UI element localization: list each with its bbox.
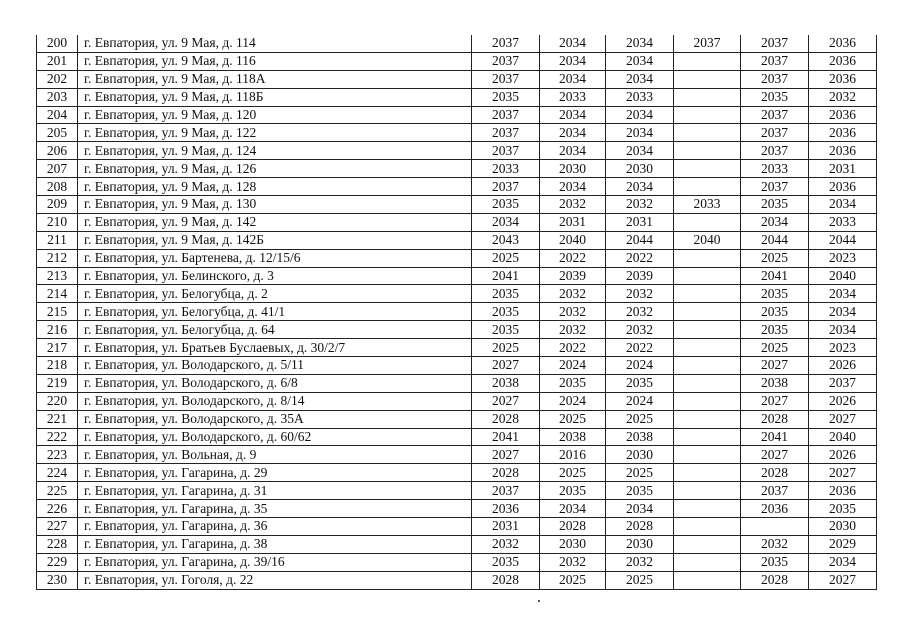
address-cell: г. Евпатория, ул. Володарского, д. 6/8 bbox=[78, 374, 472, 392]
year-col-1: 2041 bbox=[472, 428, 540, 446]
year-col-4 bbox=[674, 178, 741, 196]
year-col-5: 2027 bbox=[741, 446, 809, 464]
scan-speck bbox=[538, 600, 540, 602]
year-col-4 bbox=[674, 482, 741, 500]
year-col-1: 2035 bbox=[472, 88, 540, 106]
year-col-5: 2035 bbox=[741, 553, 809, 571]
year-col-6: 2034 bbox=[809, 321, 877, 339]
year-col-4 bbox=[674, 249, 741, 267]
row-number: 214 bbox=[37, 285, 78, 303]
address-cell: г. Евпатория, ул. Володарского, д. 60/62 bbox=[78, 428, 472, 446]
year-col-6: 2034 bbox=[809, 303, 877, 321]
year-col-5: 2027 bbox=[741, 357, 809, 375]
housing-repair-table bbox=[36, 35, 877, 590]
year-col-3: 2035 bbox=[606, 482, 674, 500]
year-col-3: 2028 bbox=[606, 518, 674, 536]
year-col-3: 2034 bbox=[606, 35, 674, 52]
year-col-1: 2037 bbox=[472, 52, 540, 70]
year-col-1: 2035 bbox=[472, 285, 540, 303]
table-row bbox=[37, 446, 877, 464]
table-row bbox=[37, 500, 877, 518]
year-col-2: 2032 bbox=[540, 553, 606, 571]
year-col-1: 2032 bbox=[472, 535, 540, 553]
address-cell: г. Евпатория, ул. 9 Мая, д. 120 bbox=[78, 106, 472, 124]
year-col-1: 2028 bbox=[472, 571, 540, 589]
year-col-3: 2034 bbox=[606, 106, 674, 124]
row-number: 213 bbox=[37, 267, 78, 285]
address-cell: г. Евпатория, ул. Гагарина, д. 29 bbox=[78, 464, 472, 482]
year-col-2: 2033 bbox=[540, 88, 606, 106]
row-number: 201 bbox=[37, 52, 78, 70]
year-col-1: 2036 bbox=[472, 500, 540, 518]
year-col-5: 2025 bbox=[741, 249, 809, 267]
year-col-5: 2037 bbox=[741, 178, 809, 196]
year-col-2: 2034 bbox=[540, 35, 606, 52]
year-col-3: 2022 bbox=[606, 249, 674, 267]
year-col-2: 2032 bbox=[540, 196, 606, 214]
year-col-6: 2036 bbox=[809, 35, 877, 52]
year-col-4: 2033 bbox=[674, 196, 741, 214]
year-col-3: 2044 bbox=[606, 231, 674, 249]
row-number: 229 bbox=[37, 553, 78, 571]
year-col-4 bbox=[674, 357, 741, 375]
year-col-3: 2032 bbox=[606, 303, 674, 321]
table-body bbox=[37, 35, 877, 589]
year-col-6: 2036 bbox=[809, 142, 877, 160]
year-col-5: 2028 bbox=[741, 464, 809, 482]
row-number: 219 bbox=[37, 374, 78, 392]
year-col-4 bbox=[674, 428, 741, 446]
year-col-3: 2032 bbox=[606, 553, 674, 571]
year-col-1: 2037 bbox=[472, 70, 540, 88]
year-col-3: 2025 bbox=[606, 571, 674, 589]
table-row bbox=[37, 231, 877, 249]
table-row bbox=[37, 88, 877, 106]
year-col-5: 2035 bbox=[741, 88, 809, 106]
row-number: 230 bbox=[37, 571, 78, 589]
year-col-6: 2036 bbox=[809, 178, 877, 196]
year-col-6: 2032 bbox=[809, 88, 877, 106]
table-row bbox=[37, 357, 877, 375]
row-number: 205 bbox=[37, 124, 78, 142]
row-number: 209 bbox=[37, 196, 78, 214]
year-col-4 bbox=[674, 213, 741, 231]
table-row bbox=[37, 178, 877, 196]
year-col-4 bbox=[674, 446, 741, 464]
address-cell: г. Евпатория, ул. 9 Мая, д. 118А bbox=[78, 70, 472, 88]
year-col-5: 2032 bbox=[741, 535, 809, 553]
year-col-6: 2034 bbox=[809, 196, 877, 214]
year-col-2: 2030 bbox=[540, 160, 606, 178]
year-col-1: 2043 bbox=[472, 231, 540, 249]
year-col-3: 2039 bbox=[606, 267, 674, 285]
year-col-1: 2037 bbox=[472, 124, 540, 142]
year-col-3: 2025 bbox=[606, 464, 674, 482]
address-cell: г. Евпатория, ул. Гагарина, д. 31 bbox=[78, 482, 472, 500]
year-col-2: 2030 bbox=[540, 535, 606, 553]
address-cell: г. Евпатория, ул. 9 Мая, д. 142 bbox=[78, 213, 472, 231]
year-col-6: 2023 bbox=[809, 249, 877, 267]
row-number: 211 bbox=[37, 231, 78, 249]
address-cell: г. Евпатория, ул. Братьев Буслаевых, д. 30/2/7 bbox=[78, 339, 472, 357]
year-col-6: 2034 bbox=[809, 285, 877, 303]
year-col-5: 2037 bbox=[741, 35, 809, 52]
year-col-3: 2025 bbox=[606, 410, 674, 428]
year-col-3: 2034 bbox=[606, 52, 674, 70]
year-col-2: 2034 bbox=[540, 124, 606, 142]
row-number: 212 bbox=[37, 249, 78, 267]
year-col-3: 2034 bbox=[606, 142, 674, 160]
year-col-5: 2037 bbox=[741, 70, 809, 88]
address-cell: г. Евпатория, ул. Володарского, д. 5/11 bbox=[78, 357, 472, 375]
year-col-2: 2034 bbox=[540, 106, 606, 124]
row-number: 210 bbox=[37, 213, 78, 231]
year-col-5: 2035 bbox=[741, 321, 809, 339]
year-col-6: 2037 bbox=[809, 374, 877, 392]
year-col-3: 2033 bbox=[606, 88, 674, 106]
year-col-5 bbox=[741, 518, 809, 536]
year-col-1: 2035 bbox=[472, 321, 540, 339]
year-col-4 bbox=[674, 267, 741, 285]
year-col-4 bbox=[674, 500, 741, 518]
row-number: 215 bbox=[37, 303, 78, 321]
year-col-4 bbox=[674, 410, 741, 428]
table-row bbox=[37, 518, 877, 536]
year-col-5: 2037 bbox=[741, 142, 809, 160]
table-row bbox=[37, 70, 877, 88]
year-col-2: 2016 bbox=[540, 446, 606, 464]
table-row bbox=[37, 213, 877, 231]
table-row bbox=[37, 285, 877, 303]
table-row bbox=[37, 571, 877, 589]
year-col-2: 2038 bbox=[540, 428, 606, 446]
year-col-4 bbox=[674, 553, 741, 571]
year-col-5: 2034 bbox=[741, 213, 809, 231]
year-col-5: 2035 bbox=[741, 285, 809, 303]
year-col-6: 2040 bbox=[809, 428, 877, 446]
address-cell: г. Евпатория, ул. 9 Мая, д. 126 bbox=[78, 160, 472, 178]
address-cell: г. Евпатория, ул. Вольная, д. 9 bbox=[78, 446, 472, 464]
year-col-5: 2025 bbox=[741, 339, 809, 357]
table-row bbox=[37, 35, 877, 52]
year-col-5: 2035 bbox=[741, 303, 809, 321]
year-col-6: 2029 bbox=[809, 535, 877, 553]
row-number: 222 bbox=[37, 428, 78, 446]
address-cell: г. Евпатория, ул. Гагарина, д. 36 bbox=[78, 518, 472, 536]
year-col-3: 2034 bbox=[606, 124, 674, 142]
year-col-3: 2035 bbox=[606, 374, 674, 392]
row-number: 227 bbox=[37, 518, 78, 536]
address-cell: г. Евпатория, ул. Белогубца, д. 2 bbox=[78, 285, 472, 303]
year-col-1: 2027 bbox=[472, 392, 540, 410]
year-col-3: 2032 bbox=[606, 196, 674, 214]
year-col-4 bbox=[674, 124, 741, 142]
table-row bbox=[37, 249, 877, 267]
year-col-2: 2022 bbox=[540, 249, 606, 267]
year-col-6: 2036 bbox=[809, 106, 877, 124]
row-number: 220 bbox=[37, 392, 78, 410]
year-col-2: 2024 bbox=[540, 392, 606, 410]
year-col-3: 2031 bbox=[606, 213, 674, 231]
row-number: 225 bbox=[37, 482, 78, 500]
table-row bbox=[37, 142, 877, 160]
year-col-6: 2027 bbox=[809, 410, 877, 428]
year-col-1: 2037 bbox=[472, 106, 540, 124]
address-cell: г. Евпатория, ул. 9 Мая, д. 114 bbox=[78, 35, 472, 52]
year-col-1: 2038 bbox=[472, 374, 540, 392]
year-col-4 bbox=[674, 571, 741, 589]
year-col-6: 2023 bbox=[809, 339, 877, 357]
year-col-1: 2028 bbox=[472, 410, 540, 428]
row-number: 208 bbox=[37, 178, 78, 196]
table-row bbox=[37, 553, 877, 571]
year-col-4 bbox=[674, 160, 741, 178]
year-col-2: 2025 bbox=[540, 571, 606, 589]
row-number: 223 bbox=[37, 446, 78, 464]
year-col-4 bbox=[674, 88, 741, 106]
address-cell: г. Евпатория, ул. 9 Мая, д. 122 bbox=[78, 124, 472, 142]
year-col-1: 2025 bbox=[472, 339, 540, 357]
year-col-2: 2022 bbox=[540, 339, 606, 357]
year-col-6: 2027 bbox=[809, 571, 877, 589]
year-col-6: 2033 bbox=[809, 213, 877, 231]
address-cell: г. Евпатория, ул. Белогубца, д. 41/1 bbox=[78, 303, 472, 321]
year-col-1: 2035 bbox=[472, 196, 540, 214]
address-cell: г. Евпатория, ул. Гагарина, д. 39/16 bbox=[78, 553, 472, 571]
year-col-5: 2037 bbox=[741, 52, 809, 70]
year-col-1: 2037 bbox=[472, 142, 540, 160]
row-number: 221 bbox=[37, 410, 78, 428]
year-col-5: 2038 bbox=[741, 374, 809, 392]
year-col-1: 2025 bbox=[472, 249, 540, 267]
year-col-4 bbox=[674, 70, 741, 88]
year-col-1: 2028 bbox=[472, 464, 540, 482]
table-row bbox=[37, 124, 877, 142]
year-col-6: 2036 bbox=[809, 482, 877, 500]
year-col-4 bbox=[674, 321, 741, 339]
year-col-4 bbox=[674, 142, 741, 160]
table-row bbox=[37, 267, 877, 285]
year-col-4 bbox=[674, 106, 741, 124]
year-col-6: 2026 bbox=[809, 357, 877, 375]
year-col-5: 2041 bbox=[741, 428, 809, 446]
year-col-4 bbox=[674, 392, 741, 410]
year-col-2: 2039 bbox=[540, 267, 606, 285]
year-col-4 bbox=[674, 52, 741, 70]
table-row bbox=[37, 303, 877, 321]
year-col-2: 2032 bbox=[540, 303, 606, 321]
table-row bbox=[37, 428, 877, 446]
year-col-4 bbox=[674, 535, 741, 553]
year-col-6: 2027 bbox=[809, 464, 877, 482]
year-col-1: 2037 bbox=[472, 178, 540, 196]
year-col-3: 2030 bbox=[606, 446, 674, 464]
row-number: 200 bbox=[37, 35, 78, 52]
year-col-5: 2028 bbox=[741, 410, 809, 428]
address-cell: г. Евпатория, ул. Володарского, д. 35А bbox=[78, 410, 472, 428]
year-col-3: 2030 bbox=[606, 160, 674, 178]
address-cell: г. Евпатория, ул. 9 Мая, д. 128 bbox=[78, 178, 472, 196]
year-col-3: 2032 bbox=[606, 285, 674, 303]
year-col-3: 2034 bbox=[606, 500, 674, 518]
table-row bbox=[37, 52, 877, 70]
year-col-3: 2034 bbox=[606, 70, 674, 88]
row-number: 216 bbox=[37, 321, 78, 339]
year-col-1: 2034 bbox=[472, 213, 540, 231]
year-col-4: 2037 bbox=[674, 35, 741, 52]
year-col-1: 2035 bbox=[472, 553, 540, 571]
table-row bbox=[37, 160, 877, 178]
year-col-2: 2035 bbox=[540, 374, 606, 392]
address-cell: г. Евпатория, ул. Гагарина, д. 38 bbox=[78, 535, 472, 553]
year-col-5: 2036 bbox=[741, 500, 809, 518]
year-col-3: 2022 bbox=[606, 339, 674, 357]
year-col-5: 2035 bbox=[741, 196, 809, 214]
year-col-2: 2031 bbox=[540, 213, 606, 231]
year-col-4: 2040 bbox=[674, 231, 741, 249]
table-row bbox=[37, 374, 877, 392]
year-col-1: 2037 bbox=[472, 35, 540, 52]
year-col-2: 2028 bbox=[540, 518, 606, 536]
year-col-2: 2034 bbox=[540, 500, 606, 518]
year-col-3: 2024 bbox=[606, 392, 674, 410]
address-cell: г. Евпатория, ул. Бартенева, д. 12/15/6 bbox=[78, 249, 472, 267]
address-cell: г. Евпатория, ул. Володарского, д. 8/14 bbox=[78, 392, 472, 410]
year-col-6: 2034 bbox=[809, 553, 877, 571]
year-col-2: 2040 bbox=[540, 231, 606, 249]
year-col-5: 2037 bbox=[741, 482, 809, 500]
year-col-3: 2030 bbox=[606, 535, 674, 553]
year-col-2: 2034 bbox=[540, 70, 606, 88]
table-row bbox=[37, 410, 877, 428]
row-number: 207 bbox=[37, 160, 78, 178]
year-col-1: 2027 bbox=[472, 357, 540, 375]
address-cell: г. Евпатория, ул. Белогубца, д. 64 bbox=[78, 321, 472, 339]
year-col-6: 2036 bbox=[809, 70, 877, 88]
year-col-4 bbox=[674, 374, 741, 392]
year-col-4 bbox=[674, 303, 741, 321]
address-cell: г. Евпатория, ул. 9 Мая, д. 142Б bbox=[78, 231, 472, 249]
year-col-6: 2030 bbox=[809, 518, 877, 536]
year-col-1: 2027 bbox=[472, 446, 540, 464]
table-row bbox=[37, 392, 877, 410]
address-cell: г. Евпатория, ул. 9 Мая, д. 116 bbox=[78, 52, 472, 70]
year-col-2: 2025 bbox=[540, 410, 606, 428]
year-col-6: 2036 bbox=[809, 52, 877, 70]
address-cell: г. Евпатория, ул. 9 Мая, д. 124 bbox=[78, 142, 472, 160]
year-col-5: 2027 bbox=[741, 392, 809, 410]
table-row bbox=[37, 339, 877, 357]
year-col-3: 2034 bbox=[606, 178, 674, 196]
year-col-6: 2026 bbox=[809, 392, 877, 410]
year-col-2: 2024 bbox=[540, 357, 606, 375]
year-col-4 bbox=[674, 464, 741, 482]
year-col-2: 2035 bbox=[540, 482, 606, 500]
year-col-2: 2034 bbox=[540, 178, 606, 196]
year-col-1: 2033 bbox=[472, 160, 540, 178]
year-col-6: 2026 bbox=[809, 446, 877, 464]
table-row bbox=[37, 106, 877, 124]
row-number: 204 bbox=[37, 106, 78, 124]
year-col-3: 2024 bbox=[606, 357, 674, 375]
year-col-2: 2034 bbox=[540, 142, 606, 160]
year-col-6: 2044 bbox=[809, 231, 877, 249]
year-col-4 bbox=[674, 285, 741, 303]
address-cell: г. Евпатория, ул. Гагарина, д. 35 bbox=[78, 500, 472, 518]
table-row bbox=[37, 196, 877, 214]
row-number: 218 bbox=[37, 357, 78, 375]
year-col-6: 2036 bbox=[809, 124, 877, 142]
row-number: 202 bbox=[37, 70, 78, 88]
year-col-5: 2033 bbox=[741, 160, 809, 178]
year-col-5: 2037 bbox=[741, 124, 809, 142]
table-row bbox=[37, 464, 877, 482]
year-col-1: 2037 bbox=[472, 482, 540, 500]
address-cell: г. Евпатория, ул. Белинского, д. 3 bbox=[78, 267, 472, 285]
table-row bbox=[37, 482, 877, 500]
year-col-1: 2031 bbox=[472, 518, 540, 536]
row-number: 206 bbox=[37, 142, 78, 160]
year-col-3: 2032 bbox=[606, 321, 674, 339]
year-col-5: 2028 bbox=[741, 571, 809, 589]
year-col-5: 2044 bbox=[741, 231, 809, 249]
row-number: 203 bbox=[37, 88, 78, 106]
year-col-6: 2035 bbox=[809, 500, 877, 518]
year-col-2: 2034 bbox=[540, 52, 606, 70]
address-cell: г. Евпатория, ул. 9 Мая, д. 130 bbox=[78, 196, 472, 214]
year-col-2: 2025 bbox=[540, 464, 606, 482]
year-col-4 bbox=[674, 339, 741, 357]
address-cell: г. Евпатория, ул. 9 Мая, д. 118Б bbox=[78, 88, 472, 106]
year-col-2: 2032 bbox=[540, 321, 606, 339]
year-col-4 bbox=[674, 518, 741, 536]
year-col-2: 2032 bbox=[540, 285, 606, 303]
year-col-6: 2031 bbox=[809, 160, 877, 178]
address-cell: г. Евпатория, ул. Гоголя, д. 22 bbox=[78, 571, 472, 589]
year-col-5: 2041 bbox=[741, 267, 809, 285]
table-row bbox=[37, 321, 877, 339]
year-col-1: 2035 bbox=[472, 303, 540, 321]
row-number: 228 bbox=[37, 535, 78, 553]
row-number: 226 bbox=[37, 500, 78, 518]
table-row bbox=[37, 535, 877, 553]
year-col-6: 2040 bbox=[809, 267, 877, 285]
year-col-3: 2038 bbox=[606, 428, 674, 446]
year-col-1: 2041 bbox=[472, 267, 540, 285]
year-col-5: 2037 bbox=[741, 106, 809, 124]
row-number: 224 bbox=[37, 464, 78, 482]
row-number: 217 bbox=[37, 339, 78, 357]
